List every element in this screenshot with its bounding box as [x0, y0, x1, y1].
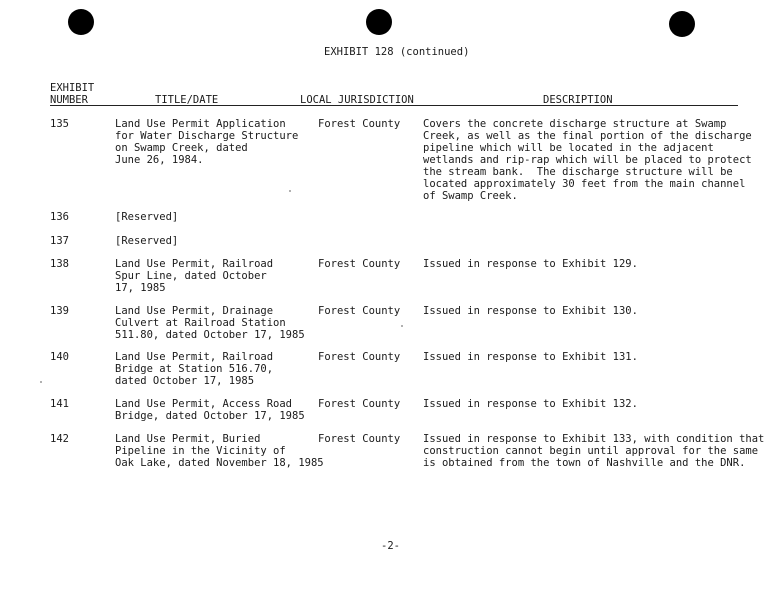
column-header-number-line1: EXHIBIT: [50, 82, 95, 94]
exhibit-number: 135: [50, 118, 69, 130]
exhibit-title: Land Use Permit, Drainage Culvert at Railroad Station 511.80, dated October 17, 1985: [115, 305, 305, 341]
exhibit-number: 137: [50, 235, 69, 247]
binder-hole-center: [366, 9, 392, 35]
binder-hole-left: [68, 9, 94, 35]
scan-speck: [289, 190, 291, 192]
scan-speck: [40, 381, 42, 383]
exhibit-jurisdiction: Forest County: [318, 305, 401, 317]
page-number: -2-: [381, 540, 400, 552]
exhibit-description: Issued in response to Exhibit 132.: [423, 398, 638, 410]
exhibit-title: Land Use Permit Application for Water Discharge Structure on Swamp Creek, dated June 26, 1984.: [115, 118, 299, 166]
exhibit-number: 136: [50, 211, 69, 223]
exhibit-number: 139: [50, 305, 69, 317]
exhibit-description: Issued in response to Exhibit 131.: [423, 351, 638, 363]
exhibit-title: Land Use Permit, Railroad Bridge at Station 516.70, dated October 17, 1985: [115, 351, 274, 387]
exhibit-description: Issued in response to Exhibit 130.: [423, 305, 638, 317]
exhibit-title: Land Use Permit, Buried Pipeline in the Vicinity of Oak Lake, dated November 18, 1985: [115, 433, 324, 469]
exhibit-number: 142: [50, 433, 69, 445]
exhibit-jurisdiction: Forest County: [318, 433, 401, 445]
exhibit-title: Land Use Permit, Access Road Bridge, dated October 17, 1985: [115, 398, 305, 422]
header-rule: [50, 105, 738, 106]
exhibit-heading: EXHIBIT 128 (continued): [324, 46, 470, 58]
column-header-description: DESCRIPTION: [543, 94, 613, 106]
exhibit-description: Issued in response to Exhibit 129.: [423, 258, 638, 270]
exhibit-description: Covers the concrete discharge structure at Swamp Creek, as well as the final portion of the discharge pipeline which will be located in the adjacent wetlands and rip-rap which will be placed to protect the stream bank. The discharge structure will be located approximately 30 feet from the main channel of Swamp Creek.: [423, 118, 752, 202]
scan-speck: [401, 325, 403, 327]
exhibit-title: [Reserved]: [115, 211, 179, 223]
exhibit-jurisdiction: Forest County: [318, 118, 401, 130]
exhibit-number: 138: [50, 258, 69, 270]
exhibit-number: 140: [50, 351, 69, 363]
exhibit-title: [Reserved]: [115, 235, 179, 247]
column-header-title: TITLE/DATE: [155, 94, 219, 106]
exhibit-jurisdiction: Forest County: [318, 398, 401, 410]
exhibit-description: Issued in response to Exhibit 133, with condition that construction cannot begin until approval for the same is obtained from the town of Nashville and the DNR.: [423, 433, 765, 469]
exhibit-jurisdiction: Forest County: [318, 258, 401, 270]
binder-hole-right: [669, 11, 695, 37]
exhibit-title: Land Use Permit, Railroad Spur Line, dated October 17, 1985: [115, 258, 274, 294]
column-header-jurisdiction: LOCAL JURISDICTION: [300, 94, 414, 106]
exhibit-number: 141: [50, 398, 69, 410]
column-header-number-line2: NUMBER: [50, 94, 88, 106]
exhibit-jurisdiction: Forest County: [318, 351, 401, 363]
